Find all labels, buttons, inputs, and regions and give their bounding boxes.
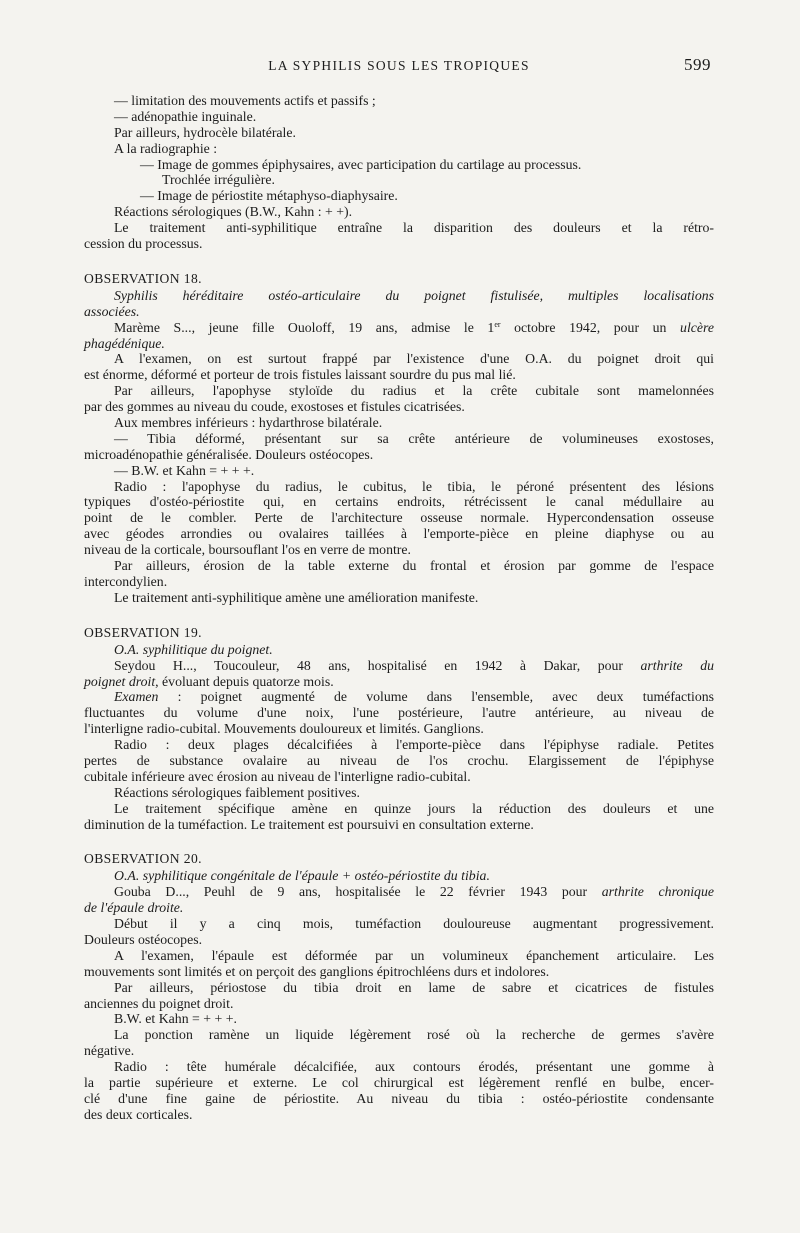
text-line: B.W. et Kahn = + + +. (114, 1011, 237, 1027)
text-line: A l'examen, l'épaule est déformée par un volumineux épanchement articulaire. Les (114, 947, 714, 963)
text-line: par des gommes au niveau du coude, exostoses et fistules cicatrisées. (84, 399, 465, 415)
text-line (84, 336, 714, 352)
italic-run: arthrite du (640, 657, 714, 673)
text-line: est énorme, déformé et porteur de trois fistules laissant sourdre du pus mal lié. (84, 367, 516, 383)
text-line: Le traitement anti-syphilitique amène une amélioration manifeste. (114, 589, 479, 605)
text-line: anciennes du poignet droit. (84, 995, 234, 1011)
text-line: — adénopathie inguinale. (114, 108, 257, 124)
text-line: Le traitement spécifique amène en quinze jours la réduction des douleurs et une (114, 800, 714, 816)
text-line: Radio : l'apophyse du radius, le cubitus, le tibia, le péroné présentent des lésions (114, 478, 714, 494)
text-line: Aux membres inférieurs : hydarthrose bilatérale. (114, 415, 383, 431)
text-line: Radio : deux plages décalcifiées à l'emporte-pièce dans l'épiphyse radiale. Petites (114, 737, 714, 753)
italic-run: Examen (114, 689, 159, 705)
text-line: des deux corticales. (84, 1106, 193, 1122)
text-line: — B.W. et Kahn = + + +. (114, 462, 255, 478)
text-line: Radio : tête humérale décalcifiée, aux contours érodés, présentant une gomme à (114, 1059, 714, 1075)
observation-19-title: OBSERVATION 19. (84, 624, 202, 640)
text-line: fluctuantes du volume d'une noix, l'une postérieure, l'autre antérieure, au niveau de (84, 705, 714, 721)
italic-run: poignet droit (84, 673, 156, 689)
text-line: pertes de substance ovalaire au niveau de l'os crochu. Elargissement de l'épiphyse (84, 752, 714, 768)
text-line: — Image de gommes épiphysaires, avec participation du cartilage au processus. (140, 156, 582, 172)
text-line: cubitale inférieure avec érosion au niveau de l'interligne radio-cubital. (84, 768, 471, 784)
text-line (84, 674, 714, 690)
text-line: Par ailleurs, l'apophyse styloïde du radius et la crête cubitale sont mamelonnées (114, 383, 714, 399)
page-header (84, 55, 714, 79)
text-line: A l'examen, on est surtout frappé par l'existence d'une O.A. du poignet droit qui (114, 351, 714, 367)
text-line: Trochlée irrégulière. (162, 172, 275, 188)
body-text (84, 93, 714, 1123)
text-line: clé d'une fine gaine de périostite. Au niveau du tibia : ostéo-périostite condensante (84, 1090, 714, 1106)
text-run: Seydou H..., Toucouleur, 48 ans, hospitalisé en 1942 à Dakar, pour (114, 657, 641, 673)
text-line: mouvements sont limités et on perçoit des ganglions épitrochléens durs et indolores. (84, 963, 550, 979)
text-line: la partie supérieure et externe. Le col chirurgical est légèrement renflé en bulbe, encer- (84, 1074, 714, 1090)
italic-run: phagédénique. (84, 335, 165, 351)
text-line (84, 689, 714, 705)
text-line: Le traitement anti-syphilitique entraîne la disparition des douleurs et la rétro- (114, 220, 714, 236)
text-run: Gouba D..., Peuhl de 9 ans, hospitalisée le 22 février 1943 pour (114, 884, 602, 900)
text-line: Réactions sérologiques (B.W., Kahn : + +). (114, 204, 353, 220)
text-line (84, 900, 714, 916)
text-run: octobre 1942, pour un (500, 319, 681, 335)
text-line: Début il y a cinq mois, tuméfaction douloureuse augmentant progressivement. (114, 916, 714, 932)
text-line (84, 658, 714, 674)
text-line: Douleurs ostéocopes. (84, 931, 203, 947)
observation-20-subtitle: O.A. syphilitique congénitale de l'épaule + ostéo-périostite du tibia. (114, 868, 490, 884)
italic-run: de l'épaule droite. (84, 900, 184, 916)
text-line: Par ailleurs, périostose du tibia droit en lame de sabre et cicatrices de fistules (114, 979, 714, 995)
text-line: avec géodes arrondies ou ovalaires taillées à l'emporte-pièce en pleine diaphyse ou au (84, 526, 714, 542)
italic-run: arthrite chronique (601, 884, 714, 900)
text-line: niveau de la corticale, boursouflant l'os en verre de montre. (84, 542, 411, 558)
observation-18-subtitle: Syphilis héréditaire ostéo-articulaire du poignet fistulisée, multiples localisations (114, 287, 714, 303)
text-line: point de le combler. Perte de l'architecture osseuse normale. Hypercondensation osseuse (84, 510, 714, 526)
text-line: — Image de périostite métaphyso-diaphysaire. (140, 188, 398, 204)
text-run: , évoluant depuis quatorze mois. (155, 673, 334, 689)
text-line: — Tibia déformé, présentant sur sa crête antérieure de volumineuses exostoses, (114, 430, 714, 446)
text-line: typiques d'ostéo-périostite qui, en certains endroits, rétrécissent le canal médullaire au (84, 494, 714, 510)
observation-19-subtitle: O.A. syphilitique du poignet. (114, 641, 273, 657)
text-line: cession du processus. (84, 236, 203, 252)
text-run: : poignet augmenté de volume dans l'ensemble, avec deux tuméfactions (158, 689, 714, 705)
italic-run: ulcère (680, 319, 715, 335)
observation-18-subtitle: associées. (84, 303, 140, 319)
superscript: er (494, 319, 501, 329)
text-line: Par ailleurs, érosion de la table externe du frontal et érosion par gomme de l'espace (114, 558, 714, 574)
text-line: La ponction ramène un liquide légèrement rosé où la recherche de germes s'avère (114, 1027, 714, 1043)
page-number: 599 (684, 55, 711, 74)
text-line: Par ailleurs, hydrocèle bilatérale. (114, 124, 296, 140)
text-line: diminution de la tuméfaction. Le traitement est poursuivi en consultation externe. (84, 816, 534, 832)
observation-18-title: OBSERVATION 18. (84, 270, 202, 286)
text-line: A la radiographie : (114, 140, 218, 156)
text-line: — limitation des mouvements actifs et passifs ; (114, 93, 376, 108)
observation-20-title: OBSERVATION 20. (84, 851, 202, 867)
text-line: négative. (84, 1043, 135, 1059)
text-line: intercondylien. (84, 573, 168, 589)
text-run: Marème S..., jeune fille Ouoloff, 19 ans, admise le 1 (114, 319, 495, 335)
text-line: l'interligne radio-cubital. Mouvements douloureux et limités. Ganglions. (84, 721, 484, 737)
text-line (84, 884, 714, 900)
text-line: Réactions sérologiques faiblement positives. (114, 784, 360, 800)
running-title: LA SYPHILIS SOUS LES TROPIQUES (268, 58, 530, 73)
text-line (84, 320, 714, 336)
text-line: microadénopathie généralisée. Douleurs ostéocopes. (84, 446, 374, 462)
